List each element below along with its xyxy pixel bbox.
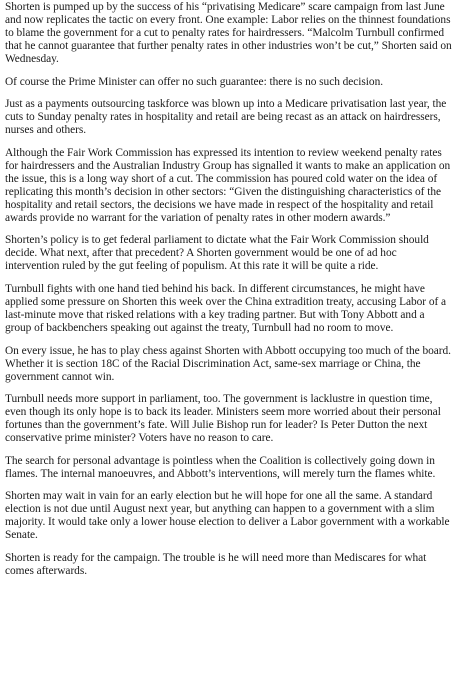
paragraph-5: Shorten’s policy is to get federal parliament to dictate what the Fair Work Commission should decide. What next, after that precedent? A Shorten government would be one of ad hoc intervention ruled by the gut feeling of populism. At this rate it will be quite a ride. xyxy=(5,234,429,273)
paragraph-9: The search for personal advantage is pointless when the Coalition is collectively going down in flames. The internal manoeuvres, and Abbott’s interventions, will merely turn the flames white. xyxy=(5,454,436,480)
paragraph-6: Turnbull fights with one hand tied behind his back. In different circumstances, he might have applied some pressure on Shorten this week over the China extradition treaty, accusing Labor of a last-minute move that risked relations with a key trading partner. But with Tony Abbott and a group of backbenchers speaking out against the treaty, Turnbull had no room to move. xyxy=(5,282,447,334)
paragraph-3: Just as a payments outsourcing taskforce was blown up into a Medicare privatisation last year, the cuts to Sunday penalty rates in hospitality and retail are being recast as an attack on hairdressers, nurses and others. xyxy=(5,98,447,137)
paragraph-1: Shorten is pumped up by the success of his “privatising Medicare” scare campaign from last June and now replicates the tactic on every front. One example: Labor relies on the thinnest foundations to blame the government for a cut to penalty rates for hairdressers. “Malcolm Turnbull confirmed that he cannot guarantee that further penalty rates in other industries won’t be cut,” Shorten said on Wednesday. xyxy=(5,1,452,65)
paragraph-2: Of course the Prime Minister can offer no such guarantee: there is no such decision. xyxy=(5,75,384,88)
paragraph-4: Although the Fair Work Commission has expressed its intention to review weekend penalty rates for hairdressers and the Australian Industry Group has signalled it wants to make an application on the issue, this is a long way short of a cut. The commission has poured cold water on the idea of replicating this month’s decision in other sectors: “Given the distinguishing characteristics of the hospitality and retail sectors, the decisions we have made in respect of the hospitality and retail awards provide no warrant for the variation of penalty rates in other modern awards.” xyxy=(5,146,451,224)
paragraph-8: Turnbull needs more support in parliament, too. The government is lacklustre in question time, even though its only hope is to back its leader. Ministers seem more worried about their personal fortunes than the government’s fate. Will Julie Bishop run for leader? Is Peter Dutton the next conservative prime minister? Voters have no reason to care. xyxy=(5,393,441,445)
paragraph-10: Shorten may wait in vain for an early election but he will hope for one all the same. A standard election is not due until August next year, but anything can happen to a government with a slim majority. It would take only a lower house election to deliver a Labor government with a workable Senate. xyxy=(5,490,450,542)
paragraph-11: Shorten is ready for the campaign. The trouble is he will need more than Mediscares for what comes afterwards. xyxy=(5,551,427,577)
paragraph-7: On every issue, he has to play chess against Shorten with Abbott occupying too much of the board. Whether it is section 18C of the Racial Discrimination Act, same-sex marriage or China, the government cannot win. xyxy=(5,344,451,383)
